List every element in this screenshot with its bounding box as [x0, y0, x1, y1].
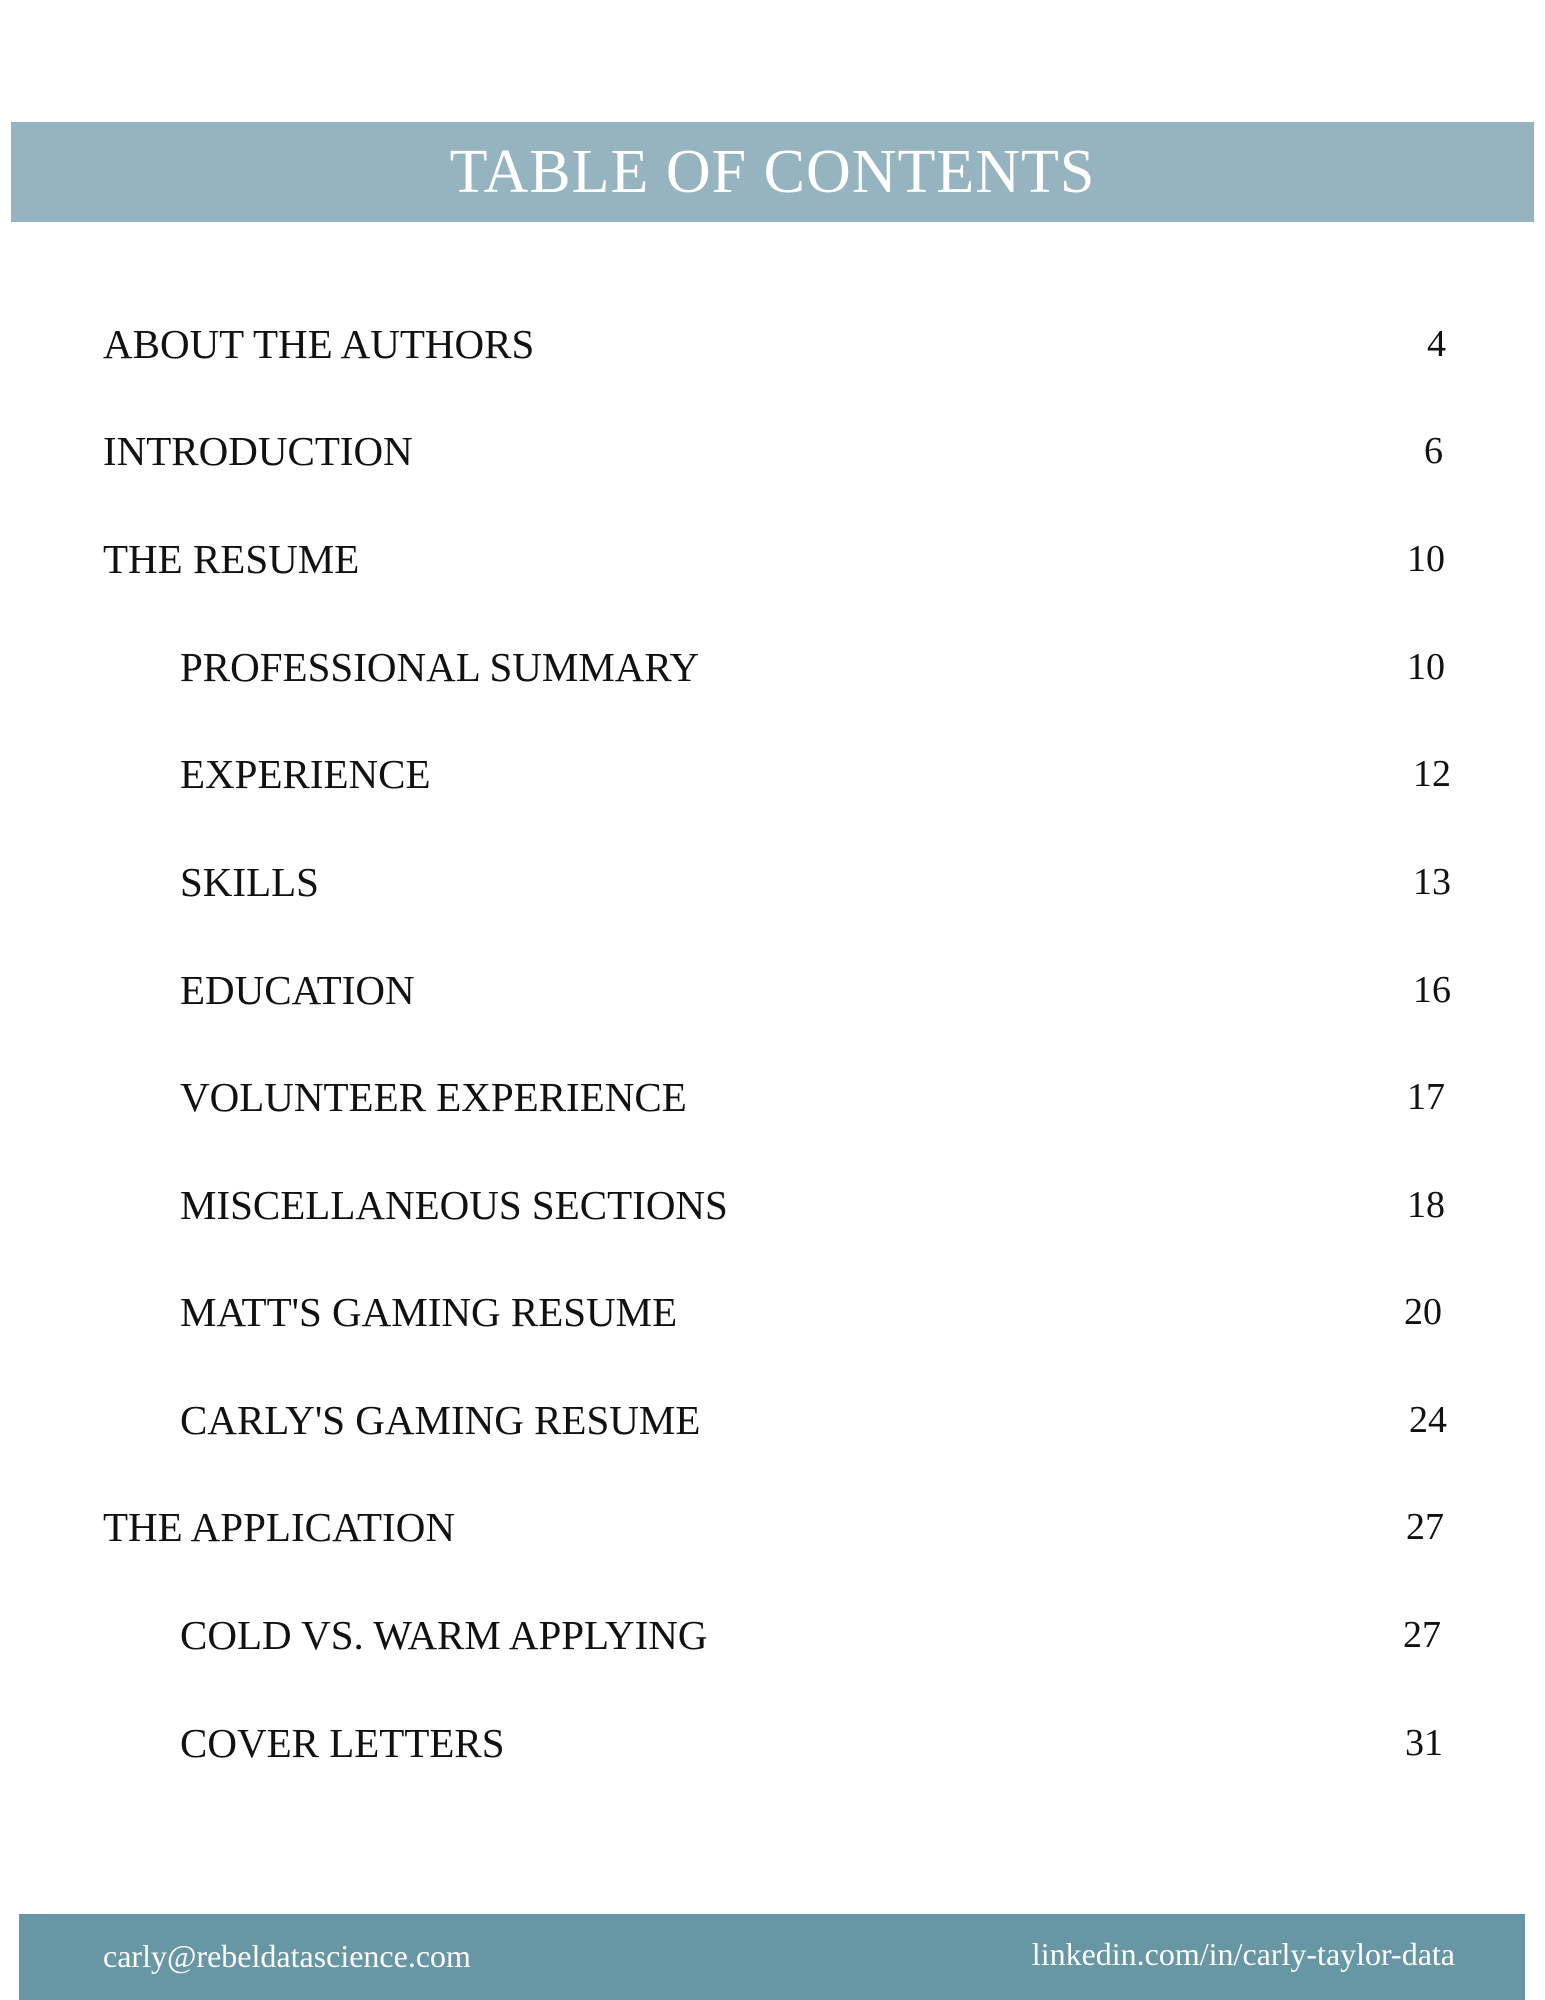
toc-entry[interactable]: [0, 314, 1545, 374]
toc-entry-page: 20: [1404, 1291, 1442, 1333]
toc-entry[interactable]: [0, 1175, 1545, 1235]
toc-entry[interactable]: [0, 421, 1545, 481]
toc-entry-label: THE APPLICATION: [103, 1504, 455, 1550]
toc-entry-label: SKILLS: [180, 859, 319, 905]
toc-entry[interactable]: [0, 960, 1545, 1020]
toc-entry-page: 4: [1427, 323, 1446, 365]
toc-entry[interactable]: [0, 1713, 1545, 1773]
toc-entry-page: 16: [1413, 969, 1451, 1011]
toc-entry-page: 13: [1413, 861, 1451, 903]
toc-entry-page: 10: [1407, 646, 1445, 688]
toc-entry-label: ABOUT THE AUTHORS: [103, 321, 535, 367]
toc-entry[interactable]: [0, 1605, 1545, 1665]
toc-entry-label: MISCELLANEOUS SECTIONS: [180, 1182, 728, 1228]
toc-entry-label: MATT'S GAMING RESUME: [180, 1289, 678, 1335]
toc-entry-page: 18: [1407, 1184, 1445, 1226]
toc-entry[interactable]: [0, 744, 1545, 804]
footer-band: [19, 1914, 1525, 2000]
toc-entry-label: EDUCATION: [180, 967, 415, 1013]
toc-entry-label: EXPERIENCE: [180, 751, 431, 797]
toc-entry[interactable]: [0, 1282, 1545, 1342]
toc-entry[interactable]: [0, 1390, 1545, 1450]
toc-entry-page: 31: [1405, 1722, 1443, 1764]
toc-entry-label: THE RESUME: [103, 536, 360, 582]
toc-entry[interactable]: [0, 1067, 1545, 1127]
toc-entry[interactable]: [0, 529, 1545, 589]
toc-entry-label: COVER LETTERS: [180, 1720, 505, 1766]
toc-entry-page: 24: [1409, 1399, 1447, 1441]
page-title: TABLE OF CONTENTS: [449, 138, 1096, 206]
footer-linkedin[interactable]: linkedin.com/in/carly-taylor-data: [1031, 1936, 1455, 1972]
toc-entry-label: VOLUNTEER EXPERIENCE: [180, 1074, 687, 1120]
toc-entry-page: 17: [1407, 1076, 1445, 1118]
toc-entry-label: INTRODUCTION: [103, 428, 413, 474]
footer-email[interactable]: carly@rebeldatascience.com: [103, 1938, 471, 1974]
toc-entry[interactable]: [0, 1497, 1545, 1557]
toc-entry[interactable]: [0, 852, 1545, 912]
toc-entry-label: PROFESSIONAL SUMMARY: [180, 644, 700, 690]
toc-entry-page: 12: [1413, 753, 1451, 795]
toc-entry[interactable]: [0, 637, 1545, 697]
toc-entry-page: 27: [1403, 1614, 1441, 1656]
toc-entry-label: COLD VS. WARM APPLYING: [180, 1612, 708, 1658]
toc-entry-page: 10: [1407, 538, 1445, 580]
toc-entry-page: 6: [1424, 430, 1443, 472]
header-band: [11, 122, 1534, 222]
toc-entry-page: 27: [1406, 1506, 1444, 1548]
toc-entry-label: CARLY'S GAMING RESUME: [180, 1397, 701, 1443]
